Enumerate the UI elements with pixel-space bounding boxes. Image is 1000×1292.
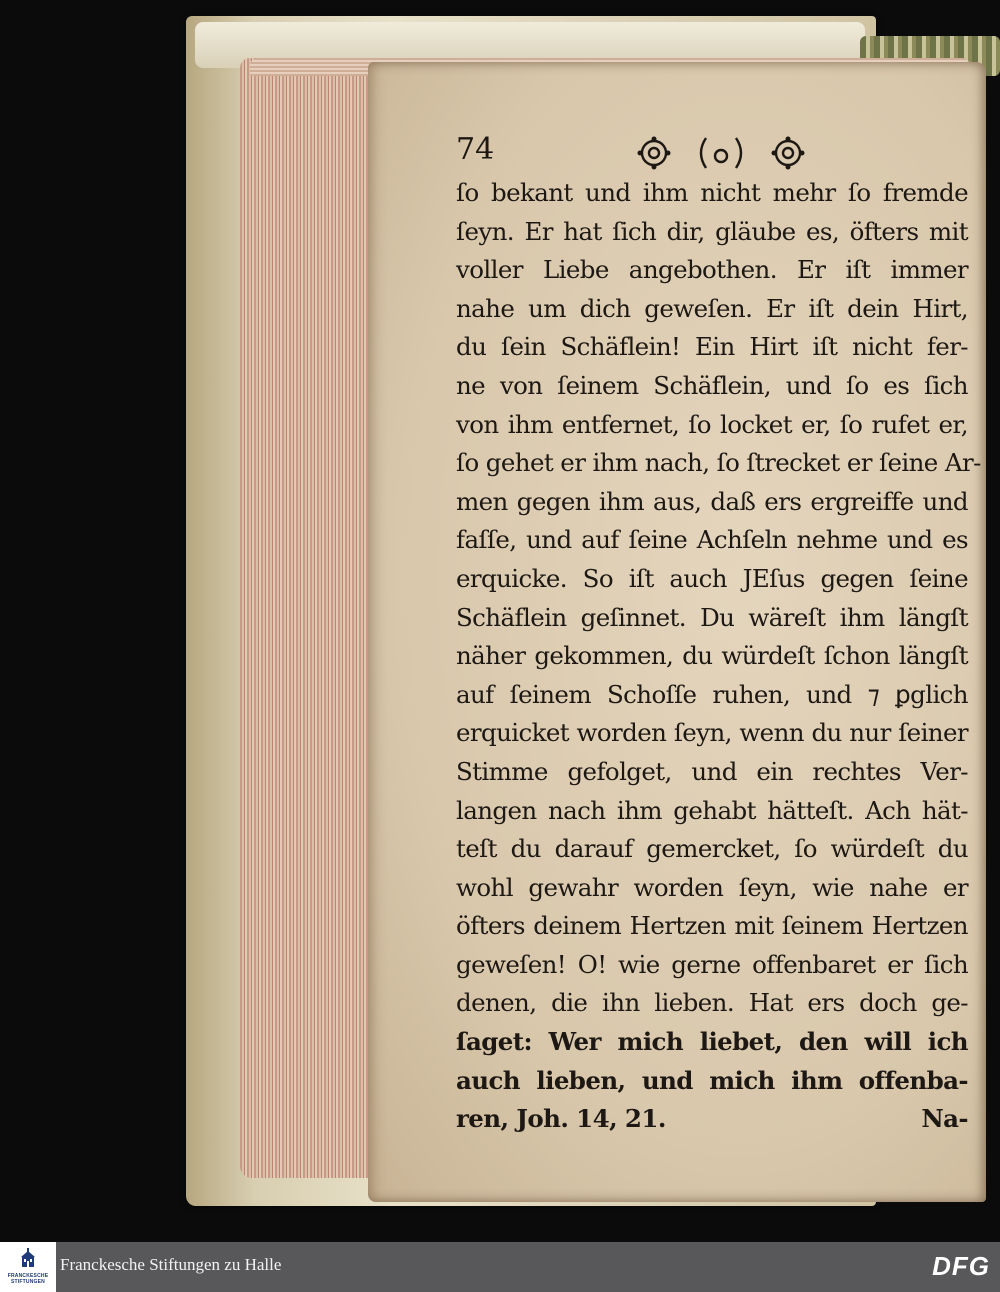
header-ornament-icon [636, 134, 806, 172]
text-line: voller Liebe angebothen. Er iſt immer [456, 255, 968, 285]
text-line: erquicket worden ſeyn, wenn du nur ſeiner [456, 718, 968, 748]
book-page [368, 62, 986, 1202]
text-line: ſeyn. Er hat ſich dir, gläube es, öfters mit [456, 216, 968, 246]
text-line: erquicke. So iſt auch JEſus gegen ſeine [456, 563, 968, 593]
text-line: öfters deinem Hertzen mit ſeinem Hertzen [456, 911, 968, 941]
text-line: men gegen ihm aus, daß ers ergreiffe und [456, 486, 968, 516]
catchword: Na- [921, 1104, 968, 1134]
text-line: ſo gehet er ihm nach, ſo ſtrecket er ſeine Ar- [456, 448, 981, 478]
text-line: denen, die ihn lieben. Hat ers doch ge- [456, 988, 968, 1018]
text-line: teſt du darauf gemercket, ſo würdeſt du [456, 834, 968, 864]
text-line: du ſein Schäflein! Ein Hirt iſt nicht fer- [456, 332, 968, 362]
text-line: langen nach ihm gehabt hätteſt. Ach hät- [456, 795, 968, 825]
building-icon [19, 1248, 37, 1268]
text-line: Stimme gefolget, und ein rechtes Ver- [456, 756, 968, 786]
text-line: faſſe, und auf ſeine Achſeln nehme und es [456, 525, 968, 555]
text-line: auf ſeinem Schoſſe ruhen, und ⁊ ꝑglich [456, 679, 968, 709]
text-line: wohl gewahr worden ſeyn, wie nahe er [456, 872, 968, 902]
scripture-reference: ren, Joh. 14, 21. [456, 1104, 666, 1134]
logo-text: FRANCKESCHE STIFTUNGEN [7, 1273, 49, 1285]
institution-name[interactable]: Franckesche Stiftungen zu Halle [60, 1255, 282, 1274]
text-line: ne von ſeinem Schäflein, und ſo es ſich [456, 370, 968, 400]
text-line: Schäflein geſinnet. Du wäreſt ihm längſt [456, 602, 968, 632]
text-line-last [456, 1100, 968, 1139]
footer-bar [0, 1242, 1000, 1292]
text-line: von ihm entfernet, ſo locket er, ſo rufet er, [456, 409, 968, 439]
page-number: 74 [456, 132, 495, 167]
text-line: nahe um dich geweſen. Er iſt dein Hirt, [456, 293, 968, 323]
text-line: geweſen! O! wie gerne offenbaret er ſich [456, 949, 968, 979]
text-line: ſo bekant und ihm nicht mehr ſo fremde [456, 178, 968, 207]
text-line: näher gekommen, du würdeſt ſchon längſt [456, 641, 968, 671]
institution-logo[interactable] [0, 1242, 56, 1292]
page-edges [240, 58, 388, 1178]
text-line-quote: auch lieben, und mich ihm offenba- [456, 1065, 968, 1095]
page-header [456, 132, 876, 178]
dfg-logo[interactable]: DFG [932, 1251, 990, 1281]
page-text [456, 174, 981, 1139]
text-line-quote: ſaget: Wer mich liebet, den will ich [456, 1027, 968, 1057]
